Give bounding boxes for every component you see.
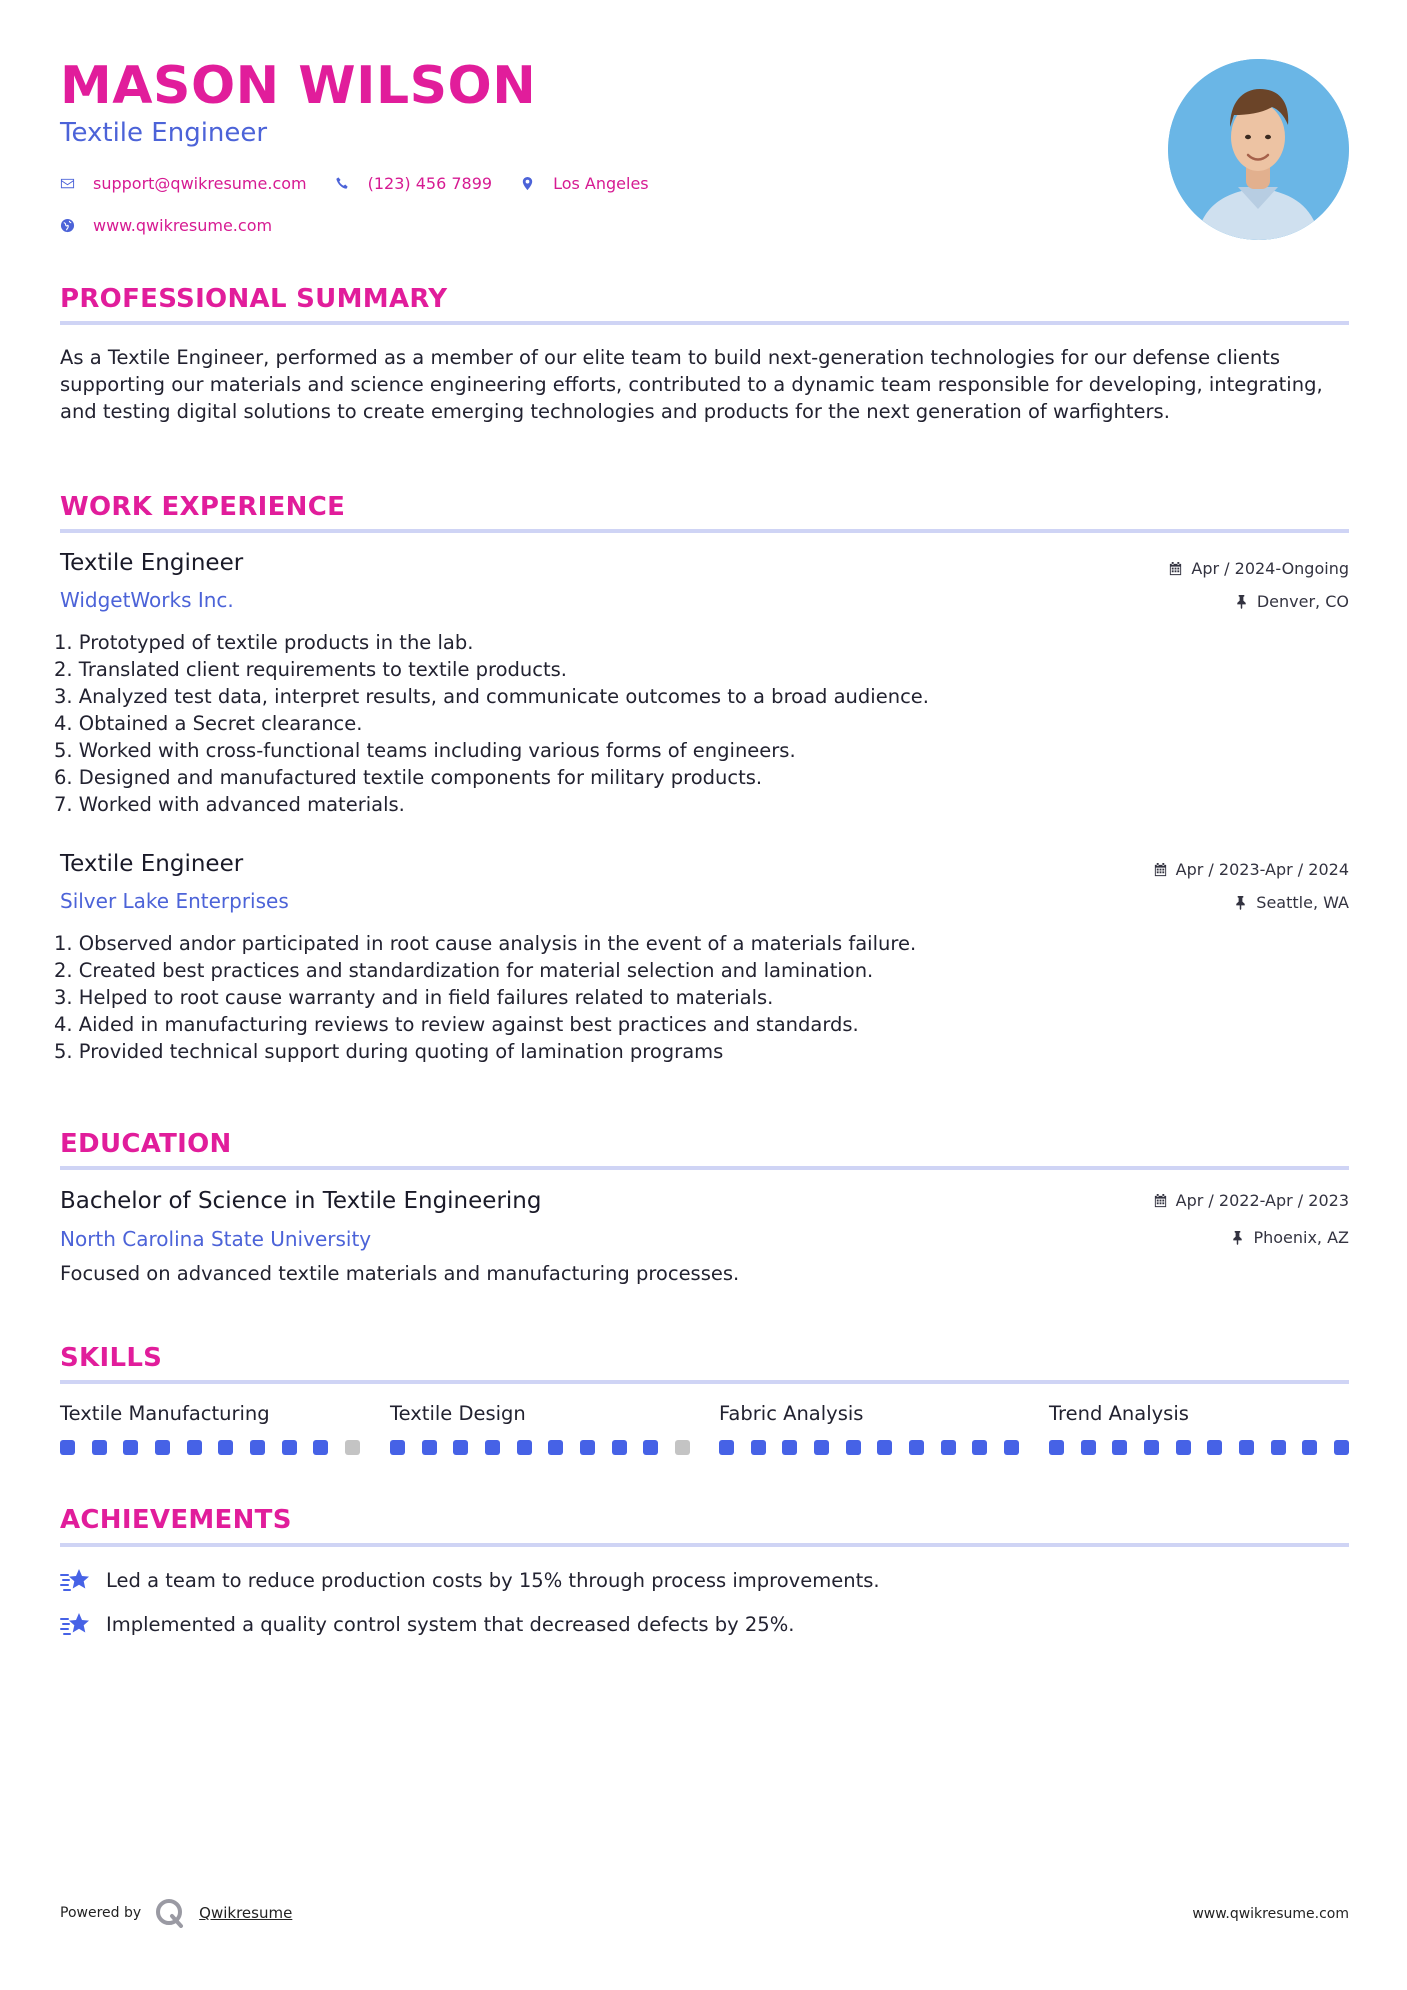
section-divider [60,1543,1349,1547]
rating-dot-filled [453,1440,468,1455]
job-location [1234,592,1349,611]
email-text[interactable]: support@qwikresume.com [93,174,307,193]
footer-powered-by [60,1898,292,1928]
skill-name: Trend Analysis [1049,1402,1189,1425]
skill-item [60,1402,360,1455]
job-bullets [54,629,929,818]
education-dates [1153,1191,1349,1210]
rating-dot-filled [1049,1440,1064,1455]
job-dates [1153,860,1349,879]
rating-dot-filled [60,1440,75,1455]
skill-name: Textile Design [390,1402,526,1425]
rating-dot-filled [846,1440,861,1455]
skill-rating [390,1440,690,1455]
rating-dot-filled [941,1440,956,1455]
achievement-text: Implemented a quality control system that decreased defects by 25%. [106,1612,795,1636]
rating-dot-filled [250,1440,265,1455]
list-item: 3. Helped to root cause warranty and in field failures related to materials. [54,986,774,1009]
footer-website[interactable]: www.qwikresume.com [1192,1906,1349,1922]
job-dates [1168,559,1349,578]
rating-dot-filled [751,1440,766,1455]
phone-item[interactable] [335,174,492,193]
degree-title: Bachelor of Science in Textile Engineering [60,1188,542,1214]
list-item: 2. Translated client requirements to textile products. [54,658,568,681]
company-name: WidgetWorks Inc. [60,588,234,612]
rating-dot-filled [1144,1440,1159,1455]
job-location [1233,893,1349,912]
rating-dot-filled [422,1440,437,1455]
pushpin-icon [1230,1230,1245,1245]
experience-title: WORK EXPERIENCE [60,492,346,522]
rating-dot-filled [548,1440,563,1455]
skill-rating [719,1440,1019,1455]
company-name: Silver Lake Enterprises [60,889,289,913]
skill-item [719,1402,1019,1455]
education-title: EDUCATION [60,1129,232,1159]
dates-text: Apr / 2024-Ongoing [1191,559,1349,578]
rating-dot-filled [1112,1440,1127,1455]
rating-dot-filled [719,1440,734,1455]
skill-rating [1049,1440,1349,1455]
list-item: 2. Created best practices and standardization for material selection and lamination. [54,959,874,982]
shooting-star-icon [60,1610,92,1638]
rating-dot-filled [972,1440,987,1455]
rating-dot-filled [612,1440,627,1455]
email-item[interactable] [60,174,307,193]
achievement-text: Led a team to reduce production costs by 15% through process improvements. [106,1568,880,1592]
location-text: Denver, CO [1256,592,1349,611]
globe-icon [60,218,75,233]
rating-dot-empty [345,1440,360,1455]
dates-text: Apr / 2023-Apr / 2024 [1175,860,1349,879]
avatar-illustration [1168,59,1349,240]
rating-dot-filled [1176,1440,1191,1455]
shooting-star-icon [60,1566,92,1594]
rating-dot-filled [485,1440,500,1455]
qwikresume-logo-icon [155,1898,185,1928]
education-location [1230,1228,1349,1247]
section-divider [60,321,1349,325]
list-item: 5. Provided technical support during quoting of lamination programs [54,1040,724,1063]
envelope-icon [60,176,75,191]
skill-rating [60,1440,360,1455]
dates-text: Apr / 2022-Apr / 2023 [1175,1191,1349,1210]
website-item[interactable] [60,216,272,235]
achievement-item [60,1610,794,1638]
phone-text[interactable]: (123) 456 7899 [367,174,493,193]
list-item: 3. Analyzed test data, interpret results, and communicate outcomes to a broad audience. [54,685,929,708]
rating-dot-filled [1334,1440,1349,1455]
calendar-icon [1153,1193,1168,1208]
skill-item [1049,1402,1349,1455]
location-text: Phoenix, AZ [1253,1228,1349,1247]
education-description: Focused on advanced textile materials and manufacturing processes. [60,1262,740,1285]
list-item: 7. Worked with advanced materials. [54,793,405,816]
section-divider [60,529,1349,533]
pushpin-icon [1234,594,1249,609]
section-divider [60,1380,1349,1384]
rating-dot-filled [390,1440,405,1455]
list-item: 5. Worked with cross-functional teams including various forms of engineers. [54,739,796,762]
summary-text: As a Textile Engineer, performed as a member of our elite team to build next-generation technologies for our defense clients supporting our materials and science engineering efforts, contributed to a dynamic team responsible for developing, integrating, and testing digital solutions to create emerging technologies and products for the next generation of warfighters. [60,346,1323,423]
rating-dot-filled [155,1440,170,1455]
school-name: North Carolina State University [60,1227,372,1251]
achievements-title: ACHIEVEMENTS [60,1505,292,1535]
location-text: Seattle, WA [1256,893,1349,912]
job-title: Textile Engineer [60,851,244,877]
location-text: Los Angeles [553,174,649,193]
list-item: 6. Designed and manufactured textile components for military products. [54,766,763,789]
location-item [520,174,649,193]
rating-dot-empty [675,1440,690,1455]
list-item: 1. Prototyped of textile products in the lab. [54,631,474,654]
website-row [60,216,300,235]
phone-icon [335,176,350,191]
rating-dot-filled [313,1440,328,1455]
rating-dot-filled [1239,1440,1254,1455]
list-item: 1. Observed andor participated in root cause analysis in the event of a materials failure. [54,932,917,955]
powered-by-label: Powered by [60,1905,142,1921]
rating-dot-filled [187,1440,202,1455]
skill-item [390,1402,690,1455]
rating-dot-filled [580,1440,595,1455]
rating-dot-filled [1271,1440,1286,1455]
rating-dot-filled [123,1440,138,1455]
summary-title: PROFESSIONAL SUMMARY [60,284,448,314]
candidate-role: Textile Engineer [60,118,268,148]
rating-dot-filled [782,1440,797,1455]
skill-name: Textile Manufacturing [60,1402,270,1425]
list-item: 4. Obtained a Secret clearance. [54,712,363,735]
rating-dot-filled [1081,1440,1096,1455]
rating-dot-filled [1207,1440,1222,1455]
rating-dot-filled [92,1440,107,1455]
rating-dot-filled [517,1440,532,1455]
achievement-item [60,1566,880,1594]
skill-name: Fabric Analysis [719,1402,864,1425]
job-bullets [54,930,916,1065]
skills-title: SKILLS [60,1343,163,1373]
contact-row [60,174,677,193]
rating-dot-filled [282,1440,297,1455]
rating-dot-filled [877,1440,892,1455]
rating-dot-filled [814,1440,829,1455]
brand-link[interactable]: Qwikresume [199,1904,293,1922]
rating-dot-filled [1302,1440,1317,1455]
candidate-name: MASON WILSON [60,56,537,116]
pushpin-icon [1233,895,1248,910]
section-divider [60,1166,1349,1170]
rating-dot-filled [218,1440,233,1455]
rating-dot-filled [909,1440,924,1455]
calendar-icon [1153,862,1168,877]
rating-dot-filled [643,1440,658,1455]
calendar-icon [1168,561,1183,576]
list-item: 4. Aided in manufacturing reviews to review against best practices and standards. [54,1013,859,1036]
job-title: Textile Engineer [60,550,244,576]
website-text[interactable]: www.qwikresume.com [93,216,273,235]
profile-photo [1168,59,1349,240]
rating-dot-filled [1004,1440,1019,1455]
map-pin-icon [520,176,535,191]
